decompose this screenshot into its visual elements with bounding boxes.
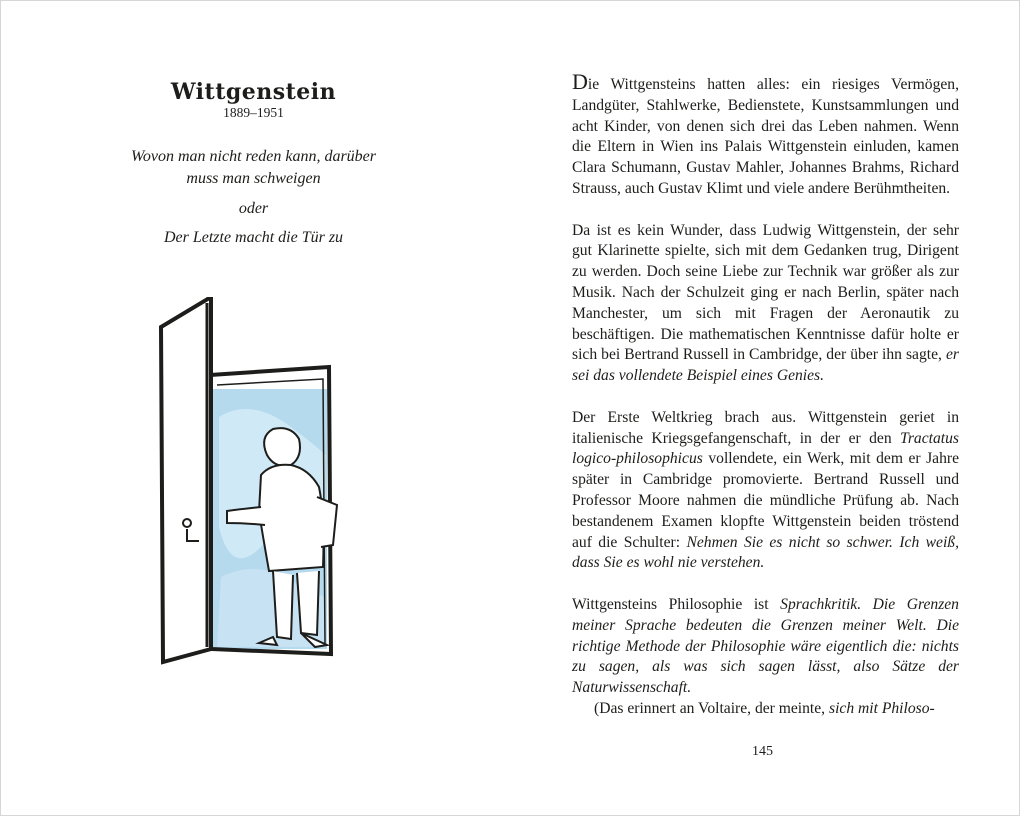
paragraph-philosophy: [572, 595, 959, 699]
paragraph-career: [572, 221, 959, 387]
paragraph-war-text-2: vollendete, ein Werk, mit dem er Jahre später in Cambridge promovierte. Bertrand Russell und Professor Moore nahmen die mündliche Prüfung ab. Nach bestandenem Examen klopfte Wittgenstein beiden tröstend auf die Schulter:: [572, 450, 959, 551]
paragraph-voltaire-quote: sich mit Philoso-: [829, 699, 935, 717]
drop-cap: D: [572, 69, 588, 94]
paragraph-career-quote: er sei das vollendete Beispiel eines Genies.: [572, 346, 959, 385]
paragraph-family: [572, 69, 959, 200]
chapter-title: Wittgenstein: [170, 79, 337, 105]
paragraph-war-work-title: Tractatus logico-philosophicus: [572, 429, 959, 468]
left-page: [1, 1, 506, 815]
door-illustration: [141, 297, 376, 667]
paragraph-war-text-1: Der Erste Weltkrieg brach aus. Wittgenstein geriet in italienische Kriegsgefangenschaft, in der er den: [572, 408, 959, 447]
paragraph-war: [572, 408, 959, 574]
life-years: 1889–1951: [223, 105, 284, 120]
body-text: [572, 69, 959, 720]
paragraph-philosophy-text: Wittgensteins Philosophie ist: [572, 595, 769, 613]
subtitle-line-2: muss man schweigen: [186, 170, 321, 187]
subtitle-or: oder: [238, 200, 269, 217]
paragraph-philosophy-quote: Sprachkritik. Die Grenzen meiner Sprache bedeuten die Grenzen meiner Welt. Die richtige Methode der Philosophie wäre eigentlich die: nichts zu sagen, als was sich sagen lässt, also Sätze der Naturwissenschaft.: [572, 595, 959, 697]
right-page: [506, 1, 1019, 815]
chapter-subtitle: [1, 146, 506, 190]
page-number: 145: [752, 744, 773, 759]
paragraph-war-quote: Nehmen Sie es nicht so schwer. Ich weiß, dass Sie es wohl nie verstehen.: [572, 533, 959, 572]
open-door: [161, 297, 211, 662]
paragraph-voltaire-text: (Das erinnert an Voltaire, der meinte,: [594, 699, 826, 717]
paragraph-voltaire: [572, 699, 959, 720]
paragraph-family-text: ie Wittgensteins hatten alles: ein riesiges Vermögen, Landgüter, Stahlwerke, Bedienstete, Kunstsammlungen und acht Kinder, von denen sich drei das Leben nahmen. Wenn die Eltern in Wien ins Palais Wittgenstein einluden, kamen Clara Schumann, Gustav Mahler, Johannes Brahms, Richard Strauss, auch Gustav Klimt und viele andere Berühmtheiten.: [572, 76, 959, 197]
subtitle-alternative: Der Letzte macht die Tür zu: [163, 229, 344, 246]
paragraph-career-text: Da ist es kein Wunder, dass Ludwig Wittgenstein, der sehr gut Klarinette spielte, sich mit dem Gedanken trug, Dirigent zu werden. Doch seine Liebe zur Technik war größer als zur Musik. Nach der Schulzeit ging er nach Berlin, später nach Manchester, um sich mit Fragen der Aeronautik zu beschäftigen. Die mathematischen Kenntnisse dafür holte er sich bei Bertrand Russell in Cambridge, der über ihn sagte,: [572, 221, 959, 364]
subtitle-line-1: Wovon man nicht reden kann, darüber: [131, 148, 376, 165]
